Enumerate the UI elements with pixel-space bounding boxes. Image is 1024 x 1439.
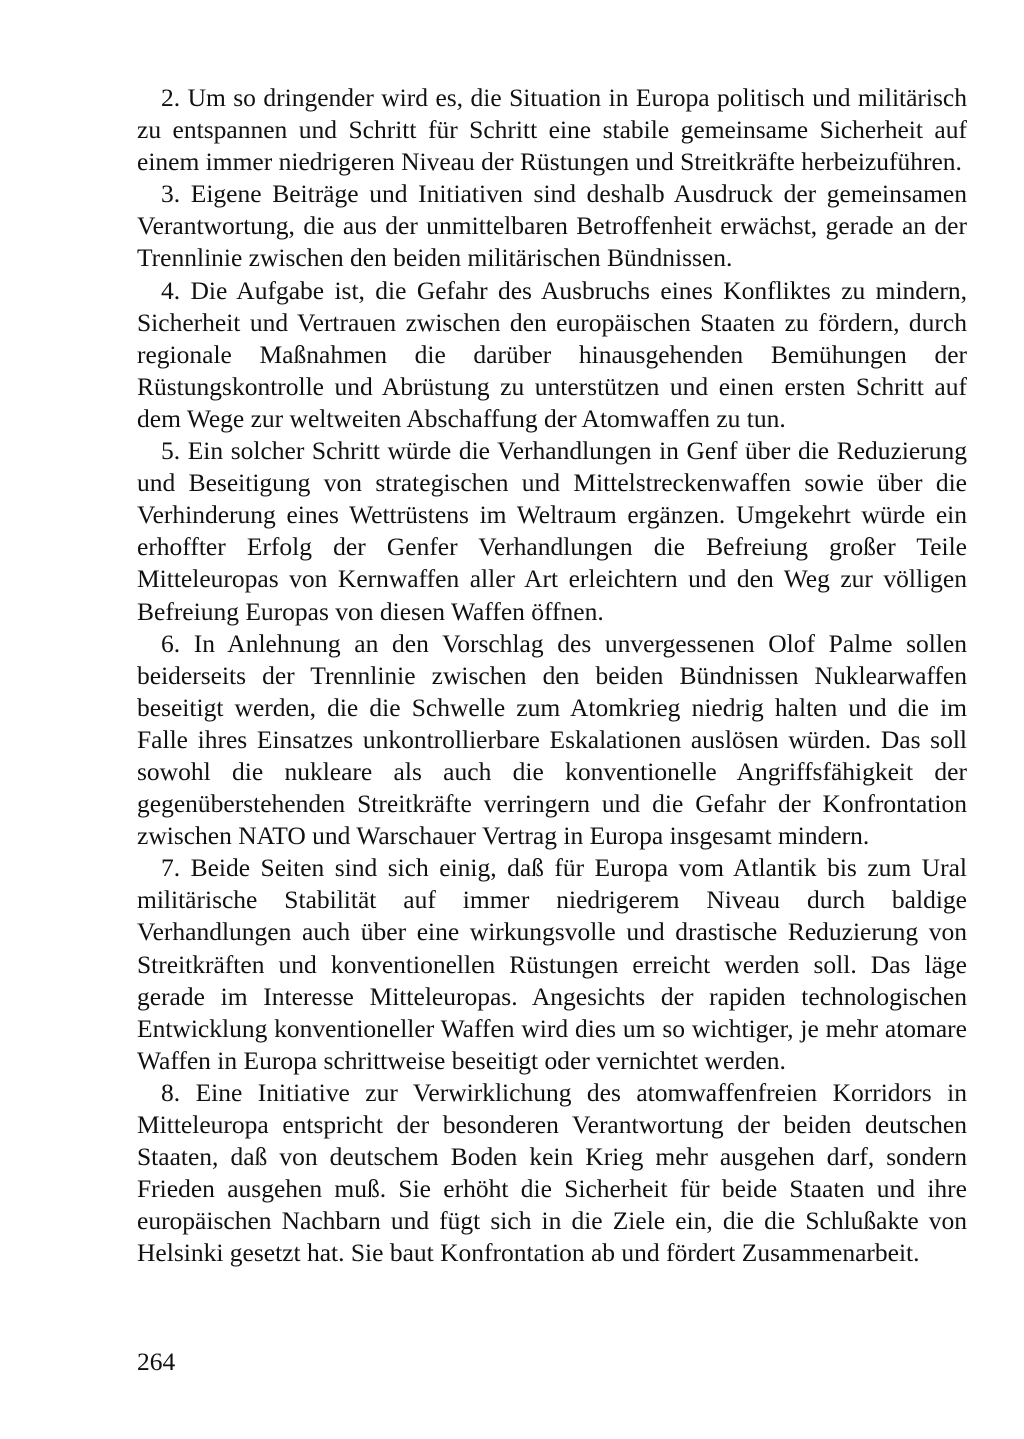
paragraph-5: 5. Ein solcher Schritt würde die Verhandlungen in Genf über die Reduzierung und Beseitigung von strategischen und Mittelstreckenwaffen sowie über die Verhinderung eines Wettrüstens im Weltraum ergänzen. Umgekehrt würde ein erhoffter Erfolg der Genfer Verhandlungen die Befreiung großer Teile Mitteleuropas von Kernwaffen aller Art erleichtern und den Weg zur völligen Befreiung Europas von diesen Waffen öffnen. bbox=[137, 436, 967, 626]
paragraph-6: 6. In Anlehnung an den Vorschlag des unvergessenen Olof Palme sollen beiderseits der Trennlinie zwischen den beiden Bündnissen Nuklearwaffen beseitigt werden, die die Schwelle zum Atomkrieg niedrig halten und die im Falle ihres Einsatzes unkontrollierbare Eskalationen auslösen würden. Das soll sowohl die nukleare als auch die konventionelle Angriffsfähigkeit der gegenüberstehenden Streitkräfte verringern und die Gefahr der Konfrontation zwischen NATO und Warschauer Vertrag in Europa insgesamt mindern. bbox=[137, 628, 967, 851]
paragraph-7: 7. Beide Seiten sind sich einig, daß für Europa vom Atlantik bis zum Ural militärische Stabilität auf immer niedrigerem Niveau durch baldige Verhandlungen auch über eine wirkungsvolle und drastische Reduzierung von Streitkräften und konventionellen Rüstungen erreicht werden soll. Das läge gerade im Interesse Mitteleuropas. Angesichts der rapiden technologischen Entwicklung konventioneller Waffen wird dies um so wichtiger, je mehr atomare Waffen in Europa schrittweise beseitigt oder vernichtet werden. bbox=[137, 853, 967, 1075]
page-number: 264 bbox=[137, 1347, 176, 1376]
paragraph-4: 4. Die Aufgabe ist, die Gefahr des Ausbruchs eines Konfliktes zu mindern, Sicherheit und Vertrauen zwischen den europäischen Staaten zu fördern, durch regionale Maßnahmen die darüber hinausgehenden Bemühungen der Rüstungskontrolle und Abrüstung zu unterstützen und einen ersten Schritt auf dem Wege zur weltweiten Abschaffung der Atomwaffen zu tun. bbox=[137, 275, 967, 433]
paragraph-2: 2. Um so dringender wird es, die Situation in Europa politisch und militärisch zu entspannen und Schritt für Schritt eine stabile gemeinsame Sicherheit auf einem immer niedrigeren Niveau der Rüstungen und Streitkräfte herbeizuführen. bbox=[137, 83, 967, 177]
paragraph-8: 8. Eine Initiative zur Verwirklichung des atomwaffenfreien Korridors in Mitteleuropa entspricht der besonderen Verantwortung der beiden deutschen Staaten, daß von deutschem Boden kein Krieg mehr ausgehen darf, sondern Frieden ausgehen muß. Sie erhöht die Sicherheit für beide Staaten und ihre europäischen Nachbarn und fügt sich in die Ziele ein, die die Schlußakte von Helsinki gesetzt hat. Sie baut Konfrontation ab und fördert Zusammenarbeit. bbox=[137, 1077, 967, 1268]
paragraph-3: 3. Eigene Beiträge und Initiativen sind deshalb Ausdruck der gemeinsamen Verantwortung, die aus der unmittelbaren Betroffenheit erwächst, gerade an der Trennlinie zwischen den beiden militärischen Bündnissen. bbox=[137, 179, 967, 273]
body-text bbox=[137, 82, 967, 1269]
